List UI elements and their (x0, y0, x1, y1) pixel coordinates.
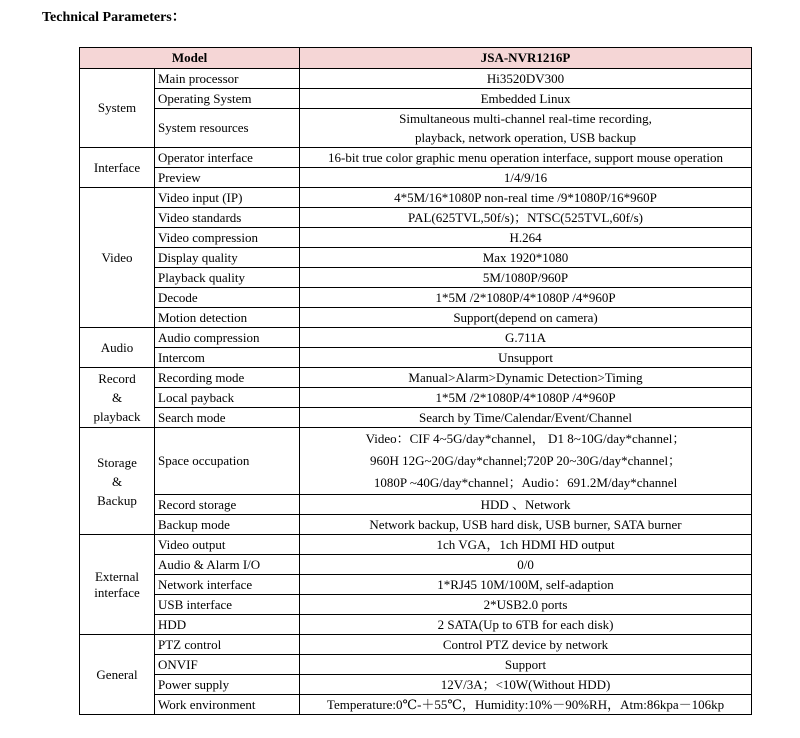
value-line: Search by Time/Calendar/Event/Channel (419, 409, 633, 425)
value-line: 5M/1080P/960P (482, 269, 569, 285)
param-value (300, 248, 752, 268)
group-label: Interface (80, 148, 155, 188)
param-name: Audio & Alarm I/O (155, 555, 300, 575)
param-name: Video input (IP) (155, 188, 300, 208)
value-line: 16-bit true color graphic menu operation interface, support mouse operation (328, 149, 723, 165)
param-name: HDD (155, 615, 300, 635)
value-line: 1080P ~40G/day*channel；Audio：691.2M/day*channel (373, 475, 678, 490)
param-name: ONVIF (155, 655, 300, 675)
param-name: Network interface (155, 575, 300, 595)
value-line: Unsupport (498, 349, 553, 365)
param-name: Work environment (155, 695, 300, 715)
table-row (80, 408, 752, 428)
table-row (80, 348, 752, 368)
param-name: Backup mode (155, 515, 300, 535)
param-value (300, 408, 752, 428)
param-value (300, 268, 752, 288)
value-line: HDD 、Network (480, 496, 571, 512)
model-label: Model (80, 48, 300, 69)
param-value (300, 188, 752, 208)
table-row (80, 675, 752, 695)
param-value (300, 109, 752, 148)
table-row (80, 495, 752, 515)
value-line: 1ch VGA，1ch HDMI HD output (436, 536, 615, 552)
table-row (80, 535, 752, 555)
param-name: Video standards (155, 208, 300, 228)
group-label: Video (80, 188, 155, 328)
model-value: JSA-NVR1216P (300, 48, 752, 69)
value-line: playback, network operation, USB backup (415, 130, 636, 145)
value-line: 960H 12G~20G/day*channel;720P 20~30G/day*channel； (369, 453, 682, 468)
param-name: Preview (155, 168, 300, 188)
table-row (80, 655, 752, 675)
param-name: Main processor (155, 69, 300, 89)
group-label: Audio (80, 328, 155, 368)
param-value (300, 695, 752, 715)
param-value (300, 308, 752, 328)
header-row (80, 48, 752, 69)
param-name: Video output (155, 535, 300, 555)
value-line: 1*5M /2*1080P/4*1080P /4*960P (435, 389, 616, 405)
spec-table (79, 47, 752, 715)
param-name: USB interface (155, 595, 300, 615)
param-value (300, 89, 752, 109)
value-line: 2*USB2.0 ports (483, 596, 568, 612)
value-line: Embedded Linux (480, 90, 571, 106)
table-row (80, 248, 752, 268)
table-row (80, 615, 752, 635)
table-row (80, 69, 752, 89)
table-row (80, 308, 752, 328)
group-label: External interface (80, 535, 155, 635)
value-line: 1*5M /2*1080P/4*1080P /4*960P (435, 289, 616, 305)
table-row (80, 635, 752, 655)
param-name: Space occupation (155, 428, 300, 495)
param-name: Motion detection (155, 308, 300, 328)
param-name: PTZ control (155, 635, 300, 655)
param-value (300, 69, 752, 89)
param-value (300, 208, 752, 228)
param-value (300, 595, 752, 615)
value-line: G.711A (504, 329, 547, 345)
param-value (300, 535, 752, 555)
table-row (80, 595, 752, 615)
value-line: 4*5M/16*1080P non-real time /9*1080P/16*960P (394, 189, 657, 205)
param-name: Search mode (155, 408, 300, 428)
value-line: 2 SATA(Up to 6TB for each disk) (437, 616, 614, 632)
value-line: 1*RJ45 10M/100M, self-adaption (437, 576, 614, 592)
param-name: Local payback (155, 388, 300, 408)
param-value (300, 148, 752, 168)
value-line: Manual>Alarm>Dynamic Detection>Timing (408, 369, 643, 385)
table-row (80, 188, 752, 208)
table-row (80, 208, 752, 228)
param-name: Video compression (155, 228, 300, 248)
value-line: Simultaneous multi-channel real-time recording, (399, 111, 652, 126)
value-line: Control PTZ device by network (442, 636, 609, 652)
value-line: Temperature:0℃-＋55℃，Humidity:10%－90%RH，Atm:86kpa－106kp (326, 696, 725, 712)
table-row (80, 148, 752, 168)
param-name: Operating System (155, 89, 300, 109)
param-value (300, 655, 752, 675)
table-row (80, 288, 752, 308)
table-row (80, 368, 752, 388)
table-row (80, 328, 752, 348)
value-line: Hi3520DV300 (486, 70, 565, 86)
value-line: Support(depend on camera) (453, 309, 598, 325)
param-name: Playback quality (155, 268, 300, 288)
value-line: Max 1920*1080 (482, 249, 569, 265)
table-row (80, 109, 752, 148)
param-value (300, 635, 752, 655)
param-value (300, 495, 752, 515)
table-row (80, 555, 752, 575)
value-line: Support (504, 656, 547, 672)
param-value (300, 428, 752, 495)
table-row (80, 228, 752, 248)
value-line: H.264 (509, 229, 542, 245)
param-value (300, 675, 752, 695)
param-name: Decode (155, 288, 300, 308)
param-value (300, 368, 752, 388)
group-label: System (80, 69, 155, 148)
param-value (300, 328, 752, 348)
param-name: Recording mode (155, 368, 300, 388)
param-name: Intercom (155, 348, 300, 368)
param-value (300, 515, 752, 535)
table-row (80, 168, 752, 188)
param-name: Display quality (155, 248, 300, 268)
param-value (300, 348, 752, 368)
param-value (300, 615, 752, 635)
param-value (300, 228, 752, 248)
value-line: Video：CIF 4~5G/day*channel， D1 8~10G/day*channel； (365, 431, 686, 446)
value-line: 1/4/9/16 (503, 169, 548, 185)
spec-body (80, 69, 752, 715)
param-value (300, 555, 752, 575)
value-line: 12V/3A；<10W(Without HDD) (440, 676, 611, 692)
table-row (80, 89, 752, 109)
value-line: PAL(625TVL,50f/s)；NTSC(525TVL,60f/s) (408, 209, 643, 225)
table-row (80, 388, 752, 408)
group-label: General (80, 635, 155, 715)
table-row (80, 268, 752, 288)
page-heading: Technical Parameters： (42, 10, 186, 25)
value-line: 0/0 (517, 556, 534, 572)
group-label: Storage & Backup (80, 428, 155, 535)
param-name: Operator interface (155, 148, 300, 168)
param-value (300, 388, 752, 408)
param-value (300, 168, 752, 188)
table-row (80, 695, 752, 715)
group-label: Record & playback (80, 368, 155, 428)
param-value (300, 288, 752, 308)
param-name: Audio compression (155, 328, 300, 348)
value-line: Network backup, USB hard disk, USB burner, SATA burner (369, 516, 682, 532)
table-row (80, 575, 752, 595)
table-row (80, 428, 752, 495)
param-name: Record storage (155, 495, 300, 515)
table-row (80, 515, 752, 535)
param-name: Power supply (155, 675, 300, 695)
param-value (300, 575, 752, 595)
param-name: System resources (155, 109, 300, 148)
